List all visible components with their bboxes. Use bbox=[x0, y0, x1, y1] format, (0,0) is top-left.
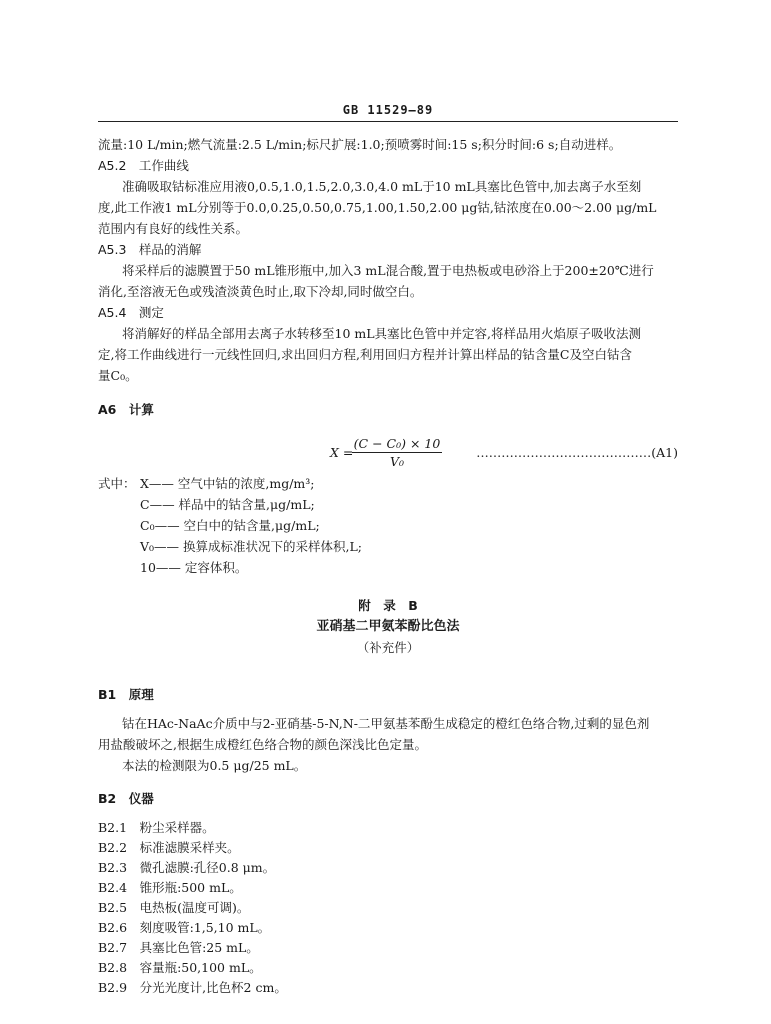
list-item: B2.8 容量瓶:50,100 mL。 bbox=[98, 960, 262, 975]
paragraph-line: 流量:10 L/min;燃气流量:2.5 L/min;标尺扩展:1.0;预喷雾时间:15 s;积分时间:6 s;自动进样。 bbox=[98, 137, 622, 152]
formula-numerator: (C − C₀) × 10 bbox=[353, 436, 441, 451]
list-item: B2.9 分光光度计,比色杯2 cm。 bbox=[98, 980, 287, 995]
paragraph-line: 度,此工作液1 mL分别等于0.0,0.25,0.50,0.75,1.00,1.50,2.00 μg钴,钴浓度在0.00～2.00 μg/mL bbox=[98, 200, 657, 215]
list-item: B2.4 锥形瓶:500 mL。 bbox=[98, 880, 242, 895]
section-heading-b2: B2 仪器 bbox=[98, 791, 154, 806]
paragraph-line: 将消解好的样品全部用去离子水转移至10 mL具塞比色管中并定容,将样品用火焰原子吸收法测 bbox=[122, 326, 642, 341]
paragraph-line: 将采样后的滤膜置于50 mL锥形瓶中,加入3 mL混合酸,置于电热板或电砂浴上于200±20℃进行 bbox=[122, 263, 654, 278]
legend-item: X—— 空气中钴的浓度,mg/m³; bbox=[140, 476, 315, 491]
section-heading-a5-2: A5.2 工作曲线 bbox=[98, 158, 189, 173]
formula-lhs: X = bbox=[330, 445, 354, 460]
paragraph-line: 消化,至溶液无色或残渣淡黄色时止,取下冷却,同时做空白。 bbox=[98, 284, 423, 299]
list-item: B2.5 电热板(温度可调)。 bbox=[98, 900, 250, 915]
appendix-label: 附 录 B bbox=[358, 598, 418, 613]
paragraph-line: 定,将工作曲线进行一元线性回归,求出回归方程,利用回归方程并计算出样品的钴含量C及空白钴含 bbox=[98, 347, 632, 362]
list-item: B2.2 标准滤膜采样夹。 bbox=[98, 840, 240, 855]
list-item: B2.7 具塞比色管:25 mL。 bbox=[98, 940, 259, 955]
appendix-note: （补充件） bbox=[356, 640, 420, 655]
legend-item: C₀—— 空白中的钴含量,μg/mL; bbox=[140, 518, 320, 533]
paragraph-line: 本法的检测限为0.5 μg/25 mL。 bbox=[122, 758, 307, 773]
page-header: GB 11529—89 bbox=[342, 103, 434, 117]
legend-intro: 式中： bbox=[98, 476, 136, 491]
section-heading-b1: B1 原理 bbox=[98, 687, 154, 702]
paragraph-line: 范围内有良好的线性关系。 bbox=[98, 221, 249, 236]
paragraph-line: 钴在HAc-NaAc介质中与2-亚硝基-5-N,N-二甲氨基苯酚生成稳定的橙红色络合物,过剩的显色剂 bbox=[122, 716, 650, 731]
formula-fraction bbox=[352, 436, 442, 469]
paragraph-line: 准确吸取钴标准应用液0,0.5,1.0,1.5,2.0,3.0,4.0 mL于10 mL具塞比色管中,加去离子水至刻 bbox=[122, 179, 642, 194]
legend-item: C—— 样品中的钴含量,μg/mL; bbox=[140, 497, 315, 512]
list-item: B2.1 粉尘采样器。 bbox=[98, 820, 215, 835]
formula-denominator: V₀ bbox=[389, 454, 405, 469]
list-item: B2.3 微孔滤膜:孔径0.8 μm。 bbox=[98, 860, 276, 875]
header-rule bbox=[98, 121, 678, 122]
section-heading-a5-4: A5.4 测定 bbox=[98, 305, 164, 320]
formula-a1 bbox=[330, 436, 680, 470]
legend-item: 10—— 定容体积。 bbox=[140, 560, 248, 575]
section-heading-a6: A6 计算 bbox=[98, 402, 154, 417]
section-heading-a5-3: A5.3 样品的消解 bbox=[98, 242, 202, 257]
list-item: B2.6 刻度吸管:1,5,10 mL。 bbox=[98, 920, 271, 935]
paragraph-line: 用盐酸破坏之,根据生成橙红色络合物的颜色深浅比色定量。 bbox=[98, 737, 427, 752]
appendix-title: 亚硝基二甲氨苯酚比色法 bbox=[316, 619, 460, 634]
paragraph-line: 量C₀。 bbox=[98, 368, 138, 383]
legend-item: V₀—— 换算成标准状况下的采样体积,L; bbox=[140, 539, 362, 554]
equation-number: ……………………………………(A1) bbox=[476, 445, 678, 460]
